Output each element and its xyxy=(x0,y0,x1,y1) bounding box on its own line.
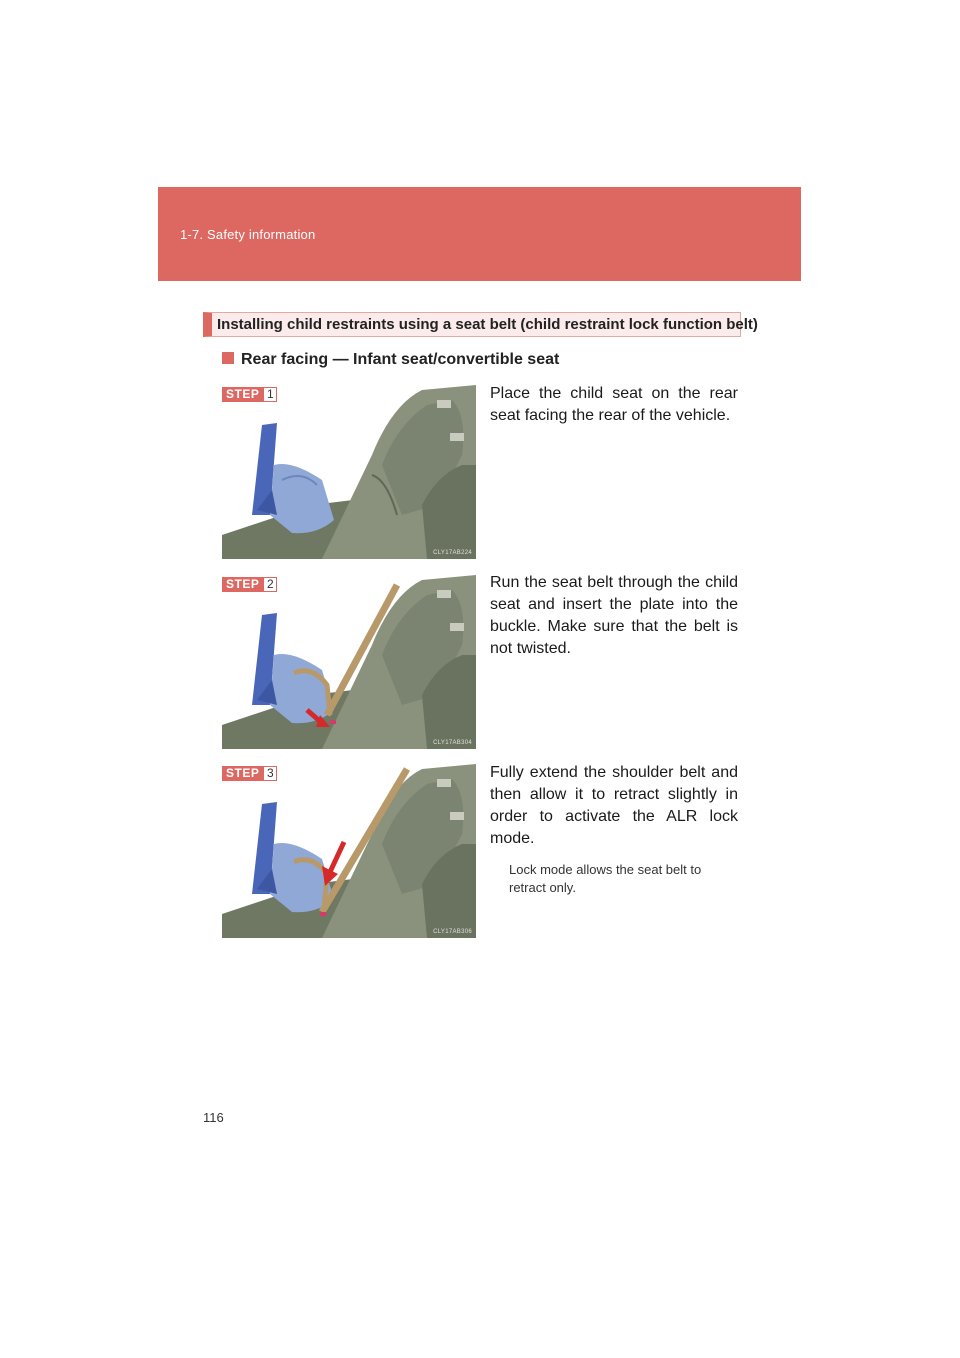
step-3-figure-code: CLY17AB306 xyxy=(433,929,472,935)
step-1-figure-code: CLY17AB224 xyxy=(433,550,472,556)
step-2-text: Run the seat belt through the child seat and insert the plate into the buckle. Make sure that the belt is not twisted. xyxy=(490,574,738,657)
step-1-number: 1 xyxy=(263,387,277,402)
subheading-text: Rear facing — Infant seat/convertible seat xyxy=(241,351,560,368)
step-1-badge xyxy=(222,387,277,402)
section-title-bar xyxy=(203,312,758,337)
page-number: 116 xyxy=(203,1110,224,1125)
square-bullet-icon xyxy=(222,352,234,364)
step-2-illustration xyxy=(222,575,476,749)
step-3-figure xyxy=(222,764,476,938)
step-1-illustration xyxy=(222,385,476,559)
step-3-note: Lock mode allows the seat belt to retract only. xyxy=(509,862,702,895)
step-2-figure xyxy=(222,575,476,749)
step-1-figure xyxy=(222,385,476,559)
header-section-title: 1-7. Safety information xyxy=(180,227,316,242)
section-title: Installing child restraints using a seat belt (child restraint lock function belt) xyxy=(217,316,758,333)
step-1-text: Place the child seat on the rear seat facing the rear of the vehicle. xyxy=(490,385,738,424)
step-3-badge xyxy=(222,766,277,781)
step-2-word: STEP xyxy=(222,577,263,592)
step-1-word: STEP xyxy=(222,387,263,402)
step-2-figure-code: CLY17AB304 xyxy=(433,740,472,746)
header-band xyxy=(158,187,801,281)
step-2-badge xyxy=(222,577,277,592)
step-2-number: 2 xyxy=(263,577,277,592)
step-3-word: STEP xyxy=(222,766,263,781)
step-3-number: 3 xyxy=(263,766,277,781)
step-3-text: Fully extend the shoulder belt and then allow it to retract slightly in order to activate the ALR lock mode. xyxy=(490,764,738,847)
step-3-illustration xyxy=(222,764,476,938)
subheading xyxy=(222,351,559,369)
